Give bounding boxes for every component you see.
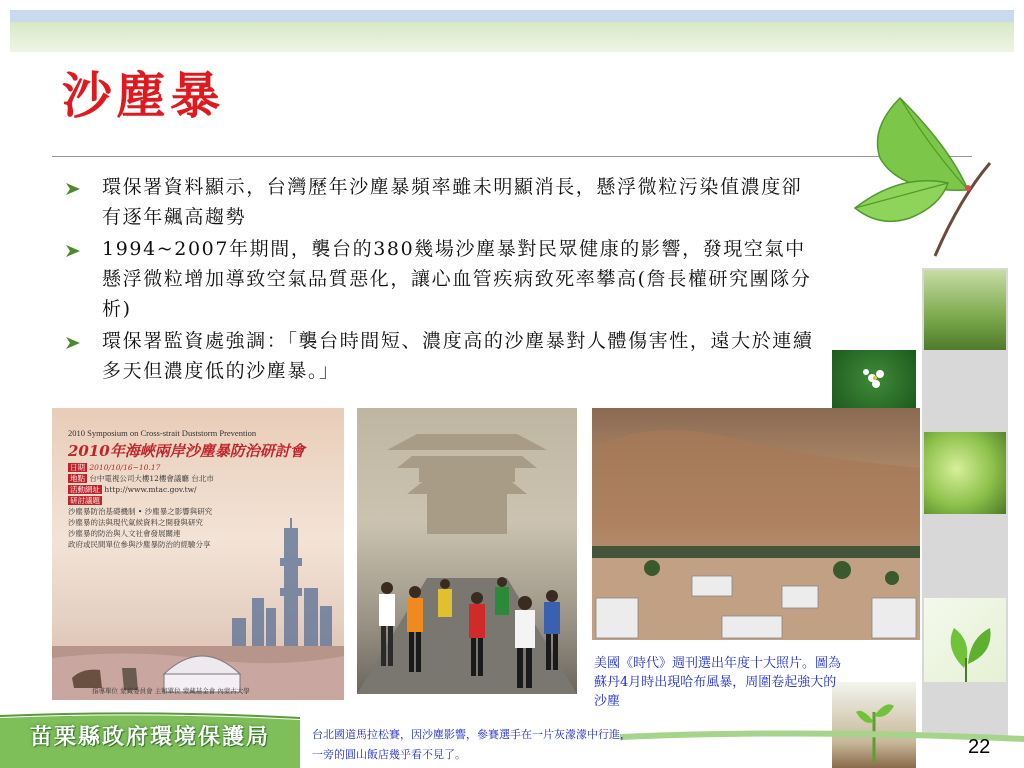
green-leaves-photo: [924, 598, 1006, 682]
poster-topic: 沙塵暴的法與現代氣候資料之開發與研究: [68, 518, 203, 527]
bullet-text: 1994~2007年期間，襲台的380幾場沙塵暴對民眾健康的影響，發現空氣中懸浮微粒增加導致空氣品質惡化，讓心血管疾病致死率攀高(詹長權研究團隊分 析): [102, 238, 812, 320]
white-flower-photo: [832, 350, 916, 408]
bullet-item: [62, 234, 822, 324]
poster-footer: 指導單位 蒙藏委員會 主辦單位 蒙藏基金會 內蒙古大學: [92, 687, 250, 695]
bullet-list: [62, 172, 822, 388]
poster-illustration: [52, 518, 344, 700]
poster-date-label: 日期: [70, 463, 85, 472]
sprout-bulb-photo: [924, 432, 1006, 514]
bullet-item: [62, 326, 822, 386]
header-bar-green: [10, 22, 1014, 52]
poster-date: 2010/10/16~10.17: [89, 463, 161, 472]
poster-topic: 政府或民間單位參與沙塵暴防治的經驗分享: [68, 540, 211, 549]
storm-photo-caption: 美國《時代》週刊選出年度十大照片。圖為蘇丹4月時出現哈布風暴，周圍卷起強大的沙塵: [594, 656, 842, 709]
grass-photo: [924, 270, 1006, 350]
poster-url-label: 活動網址: [70, 485, 100, 494]
bullet-item: [62, 172, 822, 232]
header-bar-blue: [10, 10, 1014, 22]
symposium-poster: [52, 408, 344, 700]
poster-topics-label: 研討議題: [70, 496, 100, 505]
bullet-text: 環保署監資處強調：「襲台時間短、濃度高的沙塵暴對人體傷害性，遠大於連續多天但濃度低的沙塵暴。」: [102, 330, 814, 382]
poster-topic: 沙塵暴的防治與人文社會發展關連: [68, 529, 181, 538]
poster-heading-zh: 2010年海峽兩岸沙塵暴防治研討會: [68, 442, 305, 460]
leaf-branch-icon: [840, 88, 1000, 258]
poster-place: 台中電視公司大樓12樓會議廳 台北市: [89, 474, 214, 483]
poster-heading-en: 2010 Symposium on Cross-strait Duststorm Prevention: [68, 428, 257, 438]
poster-place-label: 地點: [70, 474, 85, 483]
slide-title: 沙塵暴: [62, 66, 224, 125]
marathon-photo-caption: 台北國道馬拉松賽，因沙塵影響，參賽選手在一片灰濛濛中行進，一旁的圓山飯店幾乎看不見了。: [312, 728, 631, 761]
title-divider: [52, 156, 972, 157]
bullet-text: 環保署資料顯示，台灣歷年沙塵暴頻率雖未明顯消長，懸浮微粒污染值濃度卻有逐年飆高趨勢: [102, 176, 803, 228]
poster-url: http://www.mtac.gov.tw/: [104, 485, 197, 494]
footer-org-name: 苗栗縣政府環境保護局: [30, 724, 271, 750]
poster-topic: 沙塵暴防治基礎機制 • 沙塵暴之影響與研究: [68, 507, 213, 516]
marathon-photo: [357, 408, 577, 694]
page-number: 22: [968, 736, 991, 758]
sandstorm-photo: [592, 408, 920, 640]
